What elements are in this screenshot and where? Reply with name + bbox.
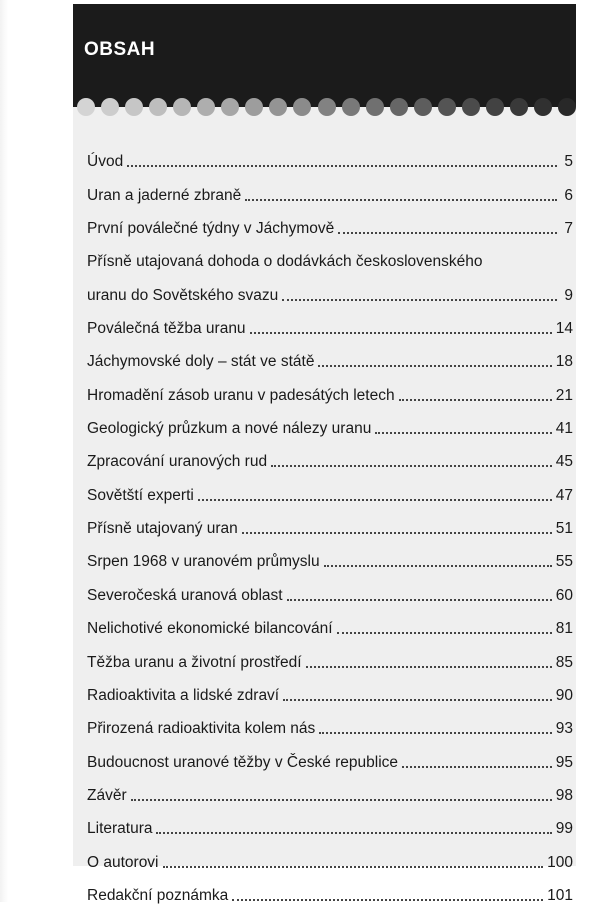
toc-entry [87, 872, 573, 905]
dot-leader [242, 532, 552, 534]
dot-leader [375, 432, 551, 434]
toc-entry-title: Uran a jaderné zbraně [87, 186, 242, 204]
toc-entry-page: 90 [555, 686, 573, 704]
dot-leader [245, 199, 557, 201]
toc-panel [73, 4, 576, 904]
toc-entry-title: Přirozená radioaktivita kolem nás [87, 720, 316, 738]
dot-leader [156, 832, 551, 834]
toc-entry-title: První poválečné týdny v Jáchymově [87, 220, 335, 238]
toc-entry [87, 571, 573, 604]
decorative-dot [197, 98, 215, 116]
toc-entry-page: 99 [555, 820, 573, 838]
toc-entry-page: 5 [564, 153, 573, 171]
decorative-dot [534, 98, 552, 116]
dot-leader [163, 866, 544, 868]
dot-leader [131, 799, 552, 801]
decorative-dot [173, 98, 191, 116]
toc-entry [87, 471, 573, 504]
toc-entry [87, 305, 573, 338]
toc-entry [87, 772, 573, 805]
toc-entry-title-line1: Přísně utajovaná dohoda o dodávkách československého [87, 253, 483, 271]
dot-strip [73, 98, 576, 122]
toc-entry [87, 238, 573, 305]
dot-leader [271, 465, 552, 467]
toc-entry-page: 6 [564, 186, 573, 204]
toc-entry-title: Severočeská uranová oblast [87, 586, 283, 604]
dot-leader [319, 732, 551, 734]
toc-entry-page: 45 [555, 453, 573, 471]
toc-entry-title-line2: uranu do Sovětského svazu [87, 286, 279, 304]
dot-leader [232, 899, 543, 901]
page-edge [0, 0, 8, 902]
table-of-contents [87, 138, 573, 905]
decorative-dot [101, 98, 119, 116]
dot-leader [402, 766, 552, 768]
toc-entry-title: Sovětští experti [87, 486, 194, 504]
header-band [73, 4, 576, 107]
toc-entry-title: Poválečná těžba uranu [87, 320, 246, 338]
toc-entry-page: 98 [555, 786, 573, 804]
toc-entry-page: 85 [555, 653, 573, 671]
decorative-dot [438, 98, 456, 116]
dot-leader [306, 666, 552, 668]
dot-leader [283, 699, 552, 701]
toc-entry-title: Nelichotivé ekonomické bilancování [87, 620, 333, 638]
decorative-dot [221, 98, 239, 116]
toc-entry-page: 100 [547, 853, 573, 871]
toc-entry [87, 371, 573, 404]
toc-entry-title: Geologický průzkum a nové nálezy uranu [87, 420, 372, 438]
decorative-dot [414, 98, 432, 116]
toc-entry [87, 171, 573, 204]
toc-entry [87, 805, 573, 838]
toc-entry-page: 60 [555, 586, 573, 604]
toc-entry-title: Jáchymovské doly – stát ve státě [87, 353, 315, 371]
toc-entry-page: 81 [555, 620, 573, 638]
toc-entry-title: Úvod [87, 153, 124, 171]
dot-leader [338, 232, 557, 234]
toc-entry-page: 55 [555, 553, 573, 571]
decorative-dot [245, 98, 263, 116]
dot-leader [250, 332, 552, 334]
dot-leader [198, 499, 552, 501]
toc-entry [87, 505, 573, 538]
decorative-dot [77, 98, 95, 116]
toc-entry-title: Literatura [87, 820, 153, 838]
toc-entry [87, 705, 573, 738]
toc-entry-title: Přísně utajovaný uran [87, 520, 238, 538]
dot-leader [287, 599, 552, 601]
toc-entry-page: 41 [555, 420, 573, 438]
toc-entry [87, 438, 573, 471]
toc-entry [87, 738, 573, 771]
decorative-dot [125, 98, 143, 116]
page-title: OBSAH [84, 39, 156, 60]
dot-leader [318, 365, 551, 367]
decorative-dot [486, 98, 504, 116]
toc-entry-title: Těžba uranu a životní prostředí [87, 653, 302, 671]
toc-entry-page: 95 [555, 753, 573, 771]
toc-entry-page: 93 [555, 720, 573, 738]
decorative-dot [149, 98, 167, 116]
toc-entry [87, 338, 573, 371]
decorative-dot [342, 98, 360, 116]
toc-entry [87, 405, 573, 438]
toc-entry-title: Budoucnost uranové těžby v České republice [87, 753, 399, 771]
toc-entry-page: 18 [555, 353, 573, 371]
decorative-dot [510, 98, 528, 116]
toc-entry [87, 205, 573, 238]
toc-entry [87, 838, 573, 871]
toc-entry-page: 9 [564, 286, 573, 304]
toc-entry-page: 51 [555, 520, 573, 538]
toc-entry-title: O autorovi [87, 853, 159, 871]
decorative-dot [558, 98, 576, 116]
toc-entry [87, 138, 573, 171]
toc-entry-title: Hromadění zásob uranu v padesátých letech [87, 386, 395, 404]
toc-entry-title: Srpen 1968 v uranovém průmyslu [87, 553, 320, 571]
decorative-dot [293, 98, 311, 116]
toc-entry [87, 638, 573, 671]
decorative-dot [366, 98, 384, 116]
toc-entry-title: Radioaktivita a lidské zdraví [87, 686, 280, 704]
toc-entry [87, 538, 573, 571]
toc-entry-page: 47 [555, 486, 573, 504]
toc-entry-title: Redakční poznámka [87, 886, 229, 904]
toc-entry [87, 605, 573, 638]
dot-leader [399, 399, 552, 401]
dot-leader [282, 299, 557, 301]
decorative-dot [462, 98, 480, 116]
decorative-dot [390, 98, 408, 116]
toc-entry-title: Závěr [87, 786, 127, 804]
toc-entry-page: 14 [555, 320, 573, 338]
toc-entry [87, 672, 573, 705]
dot-leader [324, 565, 552, 567]
dot-leader [127, 165, 557, 167]
toc-entry-page: 21 [555, 386, 573, 404]
decorative-dot [269, 98, 287, 116]
dot-leader [337, 632, 552, 634]
toc-entry-title: Zpracování uranových rud [87, 453, 268, 471]
toc-entry-page: 101 [547, 886, 573, 904]
toc-entry-page: 7 [564, 220, 573, 238]
decorative-dot [318, 98, 336, 116]
